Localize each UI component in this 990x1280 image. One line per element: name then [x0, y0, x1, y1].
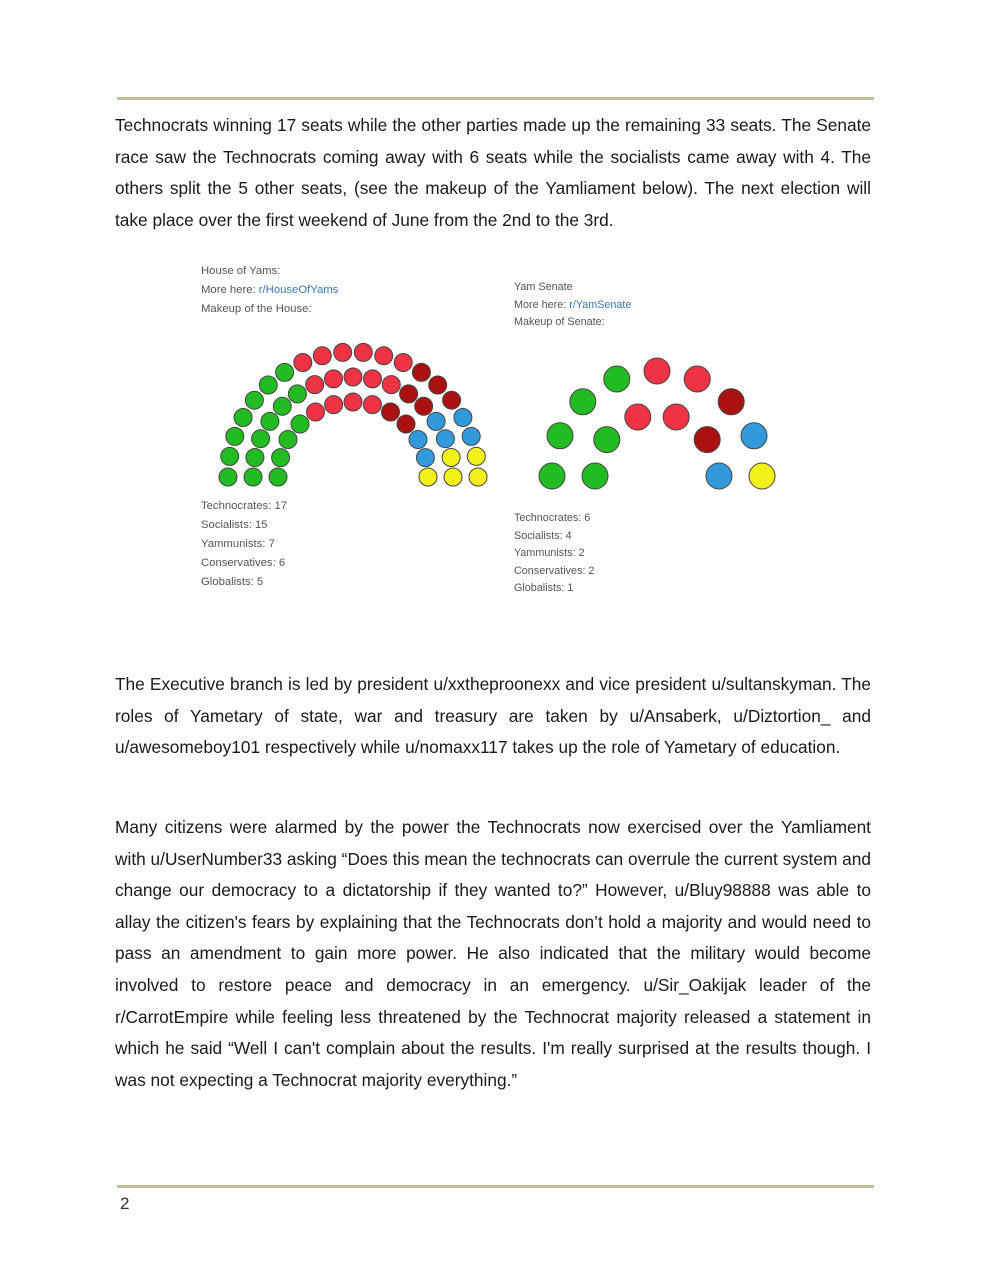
seat-technocrats	[279, 431, 297, 449]
seat-technocrats	[539, 463, 565, 489]
seat-conservatives	[462, 427, 480, 445]
seat-socialists	[382, 376, 400, 394]
house-stat-technocrats: Technocrates: 17	[201, 500, 288, 512]
seat-technocrats	[604, 366, 630, 392]
seat-yammunists	[694, 427, 720, 453]
seat-technocrats	[259, 376, 277, 394]
house-makeup-label: Makeup of the House:	[201, 303, 312, 315]
house-link[interactable]: r/HouseOfYams	[258, 284, 339, 296]
house-stat-conservatives: Conservatives: 6	[201, 557, 286, 569]
seat-socialists	[375, 347, 393, 365]
top-rule	[117, 97, 874, 100]
seat-globalists	[469, 468, 487, 486]
seat-socialists	[325, 396, 343, 414]
seat-socialists	[325, 370, 343, 388]
page-number: 2	[120, 1194, 130, 1213]
house-info	[201, 262, 338, 319]
seat-technocrats	[594, 427, 620, 453]
senate-seat-chart	[530, 348, 785, 493]
seat-technocrats	[272, 449, 290, 467]
house-stat-globalists: Globalists: 5	[201, 576, 264, 588]
house-title: House of Yams:	[201, 265, 281, 277]
senate-stat-conservatives: Conservatives: 2	[514, 564, 595, 577]
bottom-rule	[117, 1185, 874, 1188]
house-stat-yammunists: Yammunists: 7	[201, 538, 275, 550]
seat-technocrats	[269, 468, 287, 486]
seat-socialists	[644, 358, 670, 384]
seat-technocrats	[570, 389, 596, 415]
senate-stat-technocrats: Technocrates: 6	[514, 512, 591, 524]
seat-technocrats	[219, 468, 237, 486]
seat-socialists	[663, 404, 689, 430]
seat-conservatives	[409, 431, 427, 449]
seat-conservatives	[427, 412, 445, 430]
senate-stats	[514, 510, 594, 598]
seat-yammunists	[400, 385, 418, 403]
house-more-label: More here:	[201, 284, 259, 296]
seat-technocrats	[252, 430, 270, 448]
seat-technocrats	[291, 415, 309, 433]
seat-conservatives	[706, 463, 732, 489]
seat-technocrats	[221, 447, 239, 465]
seat-yammunists	[429, 376, 447, 394]
senate-stat-globalists: Globalists: 1	[514, 582, 574, 594]
house-stat-socialists: Socialists: 15	[201, 519, 268, 531]
seat-socialists	[313, 347, 331, 365]
seat-yammunists	[382, 403, 400, 421]
seat-yammunists	[443, 391, 461, 409]
paragraph-reactions: Many citizens were alarmed by the power the Technocrats now exercised over the Yamliament with u/UserNumber33 asking “Does this mean the technocrats can overrule the current system and change our democracy to a dictatorship if they wanted to?” However, u/Bluy98888 was able to allay the citizen's fears by explaining that the Technocrats don’t hold a majority and would need to pass an amendment to gain more power. He also indicated that the military would become involved to restore peace and democracy in an emergency. u/Sir_Oakijak leader of the r/CarrotEmpire while feeling less threatened by the Technocrat majority released a statement in which he said “Well I can't complain about the results. I'm really surprised at the results though. I was not expecting a Technocrat majority everything.”	[115, 817, 871, 1090]
seat-socialists	[625, 404, 651, 430]
seat-globalists	[749, 463, 775, 489]
seat-technocrats	[288, 385, 306, 403]
seat-socialists	[307, 403, 325, 421]
seat-globalists	[467, 447, 485, 465]
seat-globalists	[444, 468, 462, 486]
seat-yammunists	[397, 415, 415, 433]
seat-technocrats	[273, 397, 291, 415]
seat-socialists	[394, 354, 412, 372]
seat-technocrats	[547, 423, 573, 449]
seat-technocrats	[261, 412, 279, 430]
house-seat-chart	[205, 327, 505, 492]
seat-yammunists	[718, 389, 744, 415]
seat-globalists	[442, 449, 460, 467]
seat-socialists	[364, 370, 382, 388]
seat-technocrats	[246, 449, 264, 467]
seat-socialists	[344, 368, 362, 386]
seat-technocrats	[234, 409, 252, 427]
seat-technocrats	[226, 427, 244, 445]
house-stats	[201, 497, 287, 592]
seat-conservatives	[436, 430, 454, 448]
senate-stat-socialists: Socialists: 4	[514, 529, 572, 542]
senate-link[interactable]: r/YamSenate	[569, 298, 632, 311]
seat-conservatives	[416, 449, 434, 467]
seat-socialists	[344, 393, 362, 411]
senate-stat-yammunists: Yammunists: 2	[514, 547, 585, 559]
seat-conservatives	[741, 423, 767, 449]
senate-info	[514, 279, 631, 332]
seat-technocrats	[582, 463, 608, 489]
senate-title: Yam Senate	[514, 281, 573, 293]
seat-socialists	[294, 354, 312, 372]
seat-socialists	[306, 376, 324, 394]
seat-technocrats	[276, 363, 294, 381]
paragraph-executive: The Executive branch is led by president u/xxtheproonexx and vice president u/sultanskyman. The roles of Yametary of state, war and treasury are taken by u/Ansaberk, u/Diztortion_ and u/awesomeboy101 respectively while u/nomaxx117 takes up the role of Yametary of education.	[115, 674, 871, 758]
seat-technocrats	[245, 391, 263, 409]
seat-yammunists	[415, 397, 433, 415]
senate-more-line	[514, 297, 631, 315]
seat-yammunists	[412, 363, 430, 381]
seat-globalists	[419, 468, 437, 486]
seat-socialists	[684, 366, 710, 392]
seat-conservatives	[454, 409, 472, 427]
seat-socialists	[354, 343, 372, 361]
seat-socialists	[363, 396, 381, 414]
senate-makeup-label: Makeup of Senate:	[514, 316, 605, 328]
seat-socialists	[334, 343, 352, 361]
paragraph-intro: Technocrats winning 17 seats while the other parties made up the remaining 33 seats. The Senate race saw the Technocrats coming away with 6 seats while the socialists came away with 4. The others split the 5 other seats, (see the makeup of the Yamliament below). The next election will take place over the first weekend of June from the 2nd to the 3rd.	[115, 115, 871, 230]
seat-technocrats	[244, 468, 262, 486]
senate-more-label: More here:	[514, 298, 570, 311]
house-more-line	[201, 281, 338, 300]
